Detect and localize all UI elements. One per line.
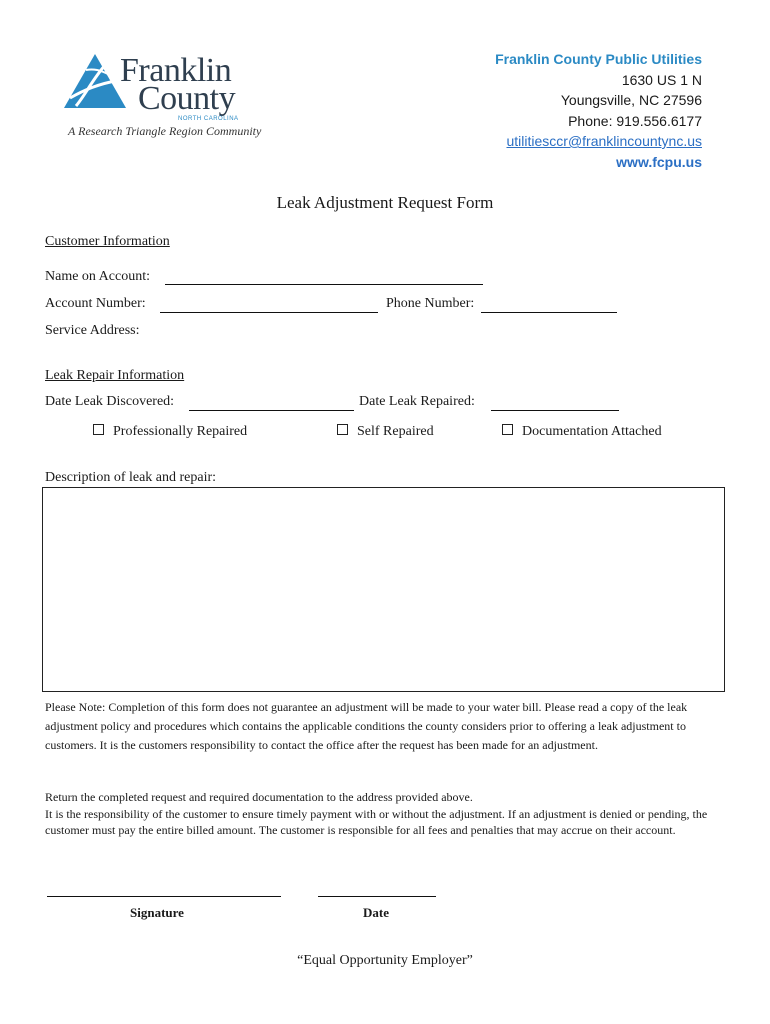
leak-repair-information-heading: Leak Repair Information: [45, 368, 185, 383]
self-repaired-checkbox[interactable]: [337, 424, 434, 440]
return-instruction-line: Return the completed request and required documentation to the address provided above.: [45, 790, 473, 804]
date-leak-discovered-label: Date Leak Discovered:: [45, 394, 175, 409]
form-title: Leak Adjustment Request Form: [276, 193, 494, 212]
checkbox-icon[interactable]: [337, 424, 348, 435]
phone-number-field[interactable]: [481, 312, 617, 313]
organization-name: Franklin County Public Utilities: [495, 51, 702, 67]
phone-number: Phone: 919.556.6177: [568, 112, 702, 129]
city-state-zip: Youngsville, NC 27596: [560, 92, 702, 108]
checkbox-label: Documentation Attached: [522, 424, 662, 439]
phone-number-label: Phone Number:: [386, 296, 475, 311]
account-number-label: Account Number:: [45, 296, 146, 311]
description-textarea[interactable]: [42, 487, 725, 692]
documentation-attached-checkbox[interactable]: [502, 424, 662, 440]
date-line[interactable]: [318, 896, 436, 897]
signature-label: Signature: [130, 905, 184, 920]
signature-line[interactable]: [47, 896, 281, 897]
logo-word-county: County: [138, 80, 236, 117]
date-leak-discovered-field[interactable]: [189, 410, 354, 411]
description-label: Description of leak and repair:: [45, 470, 217, 485]
equal-opportunity-footer: “Equal Opportunity Employer”: [297, 953, 473, 968]
name-on-account-field[interactable]: [165, 284, 483, 285]
logo-state: NORTH CAROLINA: [178, 116, 239, 122]
street-address: 1630 US 1 N: [621, 71, 702, 88]
service-address-field[interactable]: [150, 323, 710, 341]
professionally-repaired-checkbox[interactable]: [93, 424, 247, 440]
checkbox-icon[interactable]: [502, 424, 513, 435]
note-paragraph: Please Note: Completion of this form does not guarantee an adjustment will be made to your water bill. Please read a copy of the leak adjustment policy and procedures which contains the applicable conditions the county considers prior to offering a leak adjustment to customers. It is the customers responsibility to contact the office after the request has been made for an adjustment.: [45, 700, 688, 752]
date-leak-repaired-label: Date Leak Repaired:: [359, 394, 475, 409]
checkbox-label: Self Repaired: [357, 424, 434, 439]
payment-responsibility-text: It is the responsibility of the customer to ensure timely payment with or without the adjustment. If an adjustment is denied or pending, the customer must pay the entire billed amount. The customer is responsible for all fees and penalties that may accrue on their account.: [45, 806, 708, 837]
checkbox-label: Professionally Repaired: [113, 424, 248, 439]
logo-word-franklin: Franklin: [120, 52, 232, 89]
contact-block: [495, 49, 702, 172]
checkbox-icon[interactable]: [93, 424, 104, 435]
service-address-label: Service Address:: [45, 323, 140, 338]
email-link[interactable]: utilitiesccr@franklincountync.us: [506, 133, 702, 149]
franklin-county-logo: [62, 50, 262, 145]
date-label: Date: [363, 905, 389, 920]
website-link[interactable]: www.fcpu.us: [616, 153, 702, 170]
customer-information-heading: Customer Information: [45, 234, 170, 249]
name-on-account-label: Name on Account:: [45, 269, 150, 284]
date-leak-repaired-field[interactable]: [491, 410, 619, 411]
return-instructions: [45, 789, 730, 839]
account-number-field[interactable]: [160, 312, 378, 313]
logo-tagline: A Research Triangle Region Community: [68, 124, 262, 138]
